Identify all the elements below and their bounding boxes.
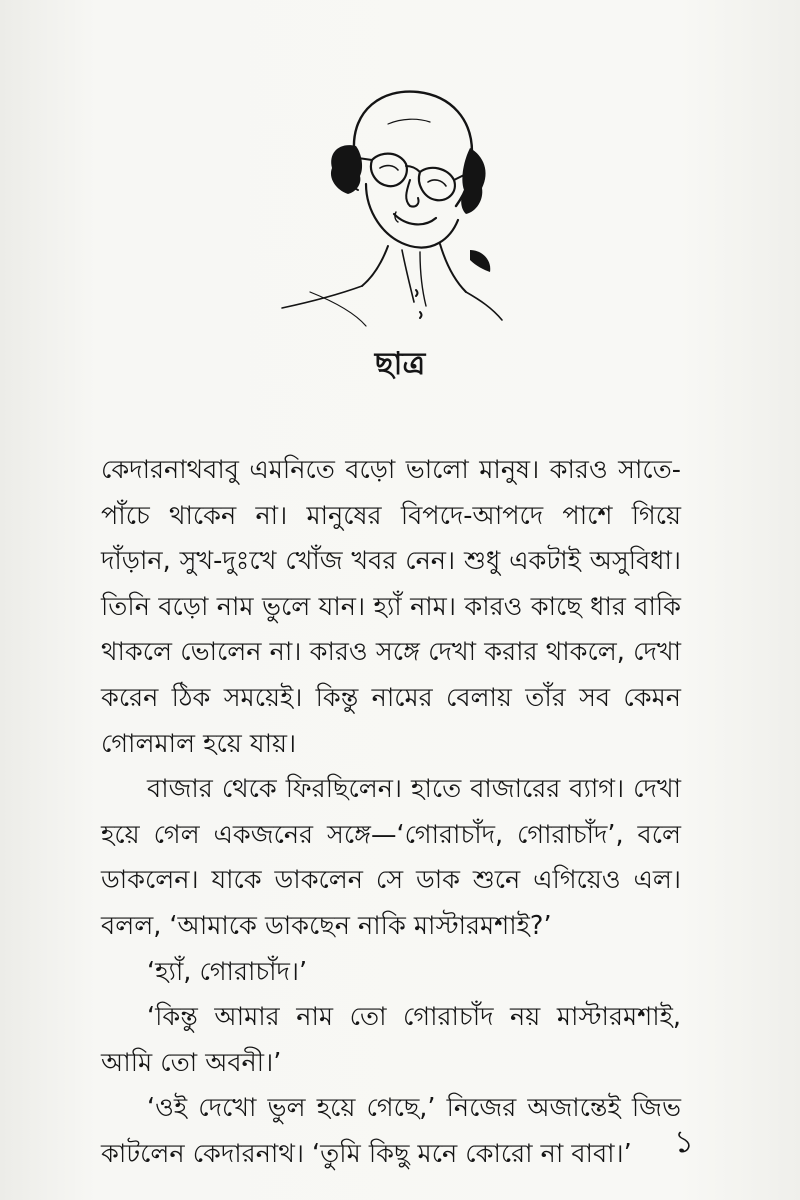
chapter-title: ছাত্র xyxy=(374,346,426,382)
paragraph: ‘কিন্তু আমার নাম তো গোরাচাঁদ নয় মাস্টারমশাই, আমি তো অবনী।’ xyxy=(101,1002,681,1078)
body-text xyxy=(101,448,681,1178)
paragraph: ‘ওই দেখো ভুল হয়ে গেছে,’ নিজের অজান্তেই জিভ কাটলেন কেদারনাথ। ‘তুমি কিছু মনে কোরো না বাবা।’ xyxy=(101,1093,681,1169)
paragraph: বাজার থেকে ফিরছিলেন। হাতে বাজারের ব্যাগ। দেখা হয়ে গেল একজনের সঙ্গে—‘গোরাচাঁদ, গোরাচাঁদ’, বলে ডাকলেন। যাকে ডাকলেন সে ডাক শুনে এগিয়েও এল। বলল, ‘আমাকে ডাকছেন নাকি মাস্টারমশাই?’ xyxy=(101,774,681,941)
page-number: ১ xyxy=(673,1124,694,1160)
paragraph: ‘হ্যাঁ, গোরাচাঁদ।’ xyxy=(147,956,308,987)
bald-man-with-glasses-sketch-icon xyxy=(270,80,510,330)
paragraph: কেদারনাথবাবু এমনিতে বড়ো ভালো মানুষ। কারও সাতে-পাঁচে থাকেন না। মানুষের বিপদে-আপদে পাশে গিয়ে দাঁড়ান, সুখ-দুঃখে খোঁজ খবর নেন। শুধু একটাই অসুবিধা। তিনি বড়ো নাম ভুলে যান। হ্যাঁ নাম। কারও কাছে ধার বাকি থাকলে ভোলেন না। কারও সঙ্গে দেখা করার থাকলে, দেখা করেন ঠিক সময়েই। কিন্তু নামের বেলায় তাঁর সব কেমন গোলমাল হয়ে যায়। xyxy=(101,455,681,759)
